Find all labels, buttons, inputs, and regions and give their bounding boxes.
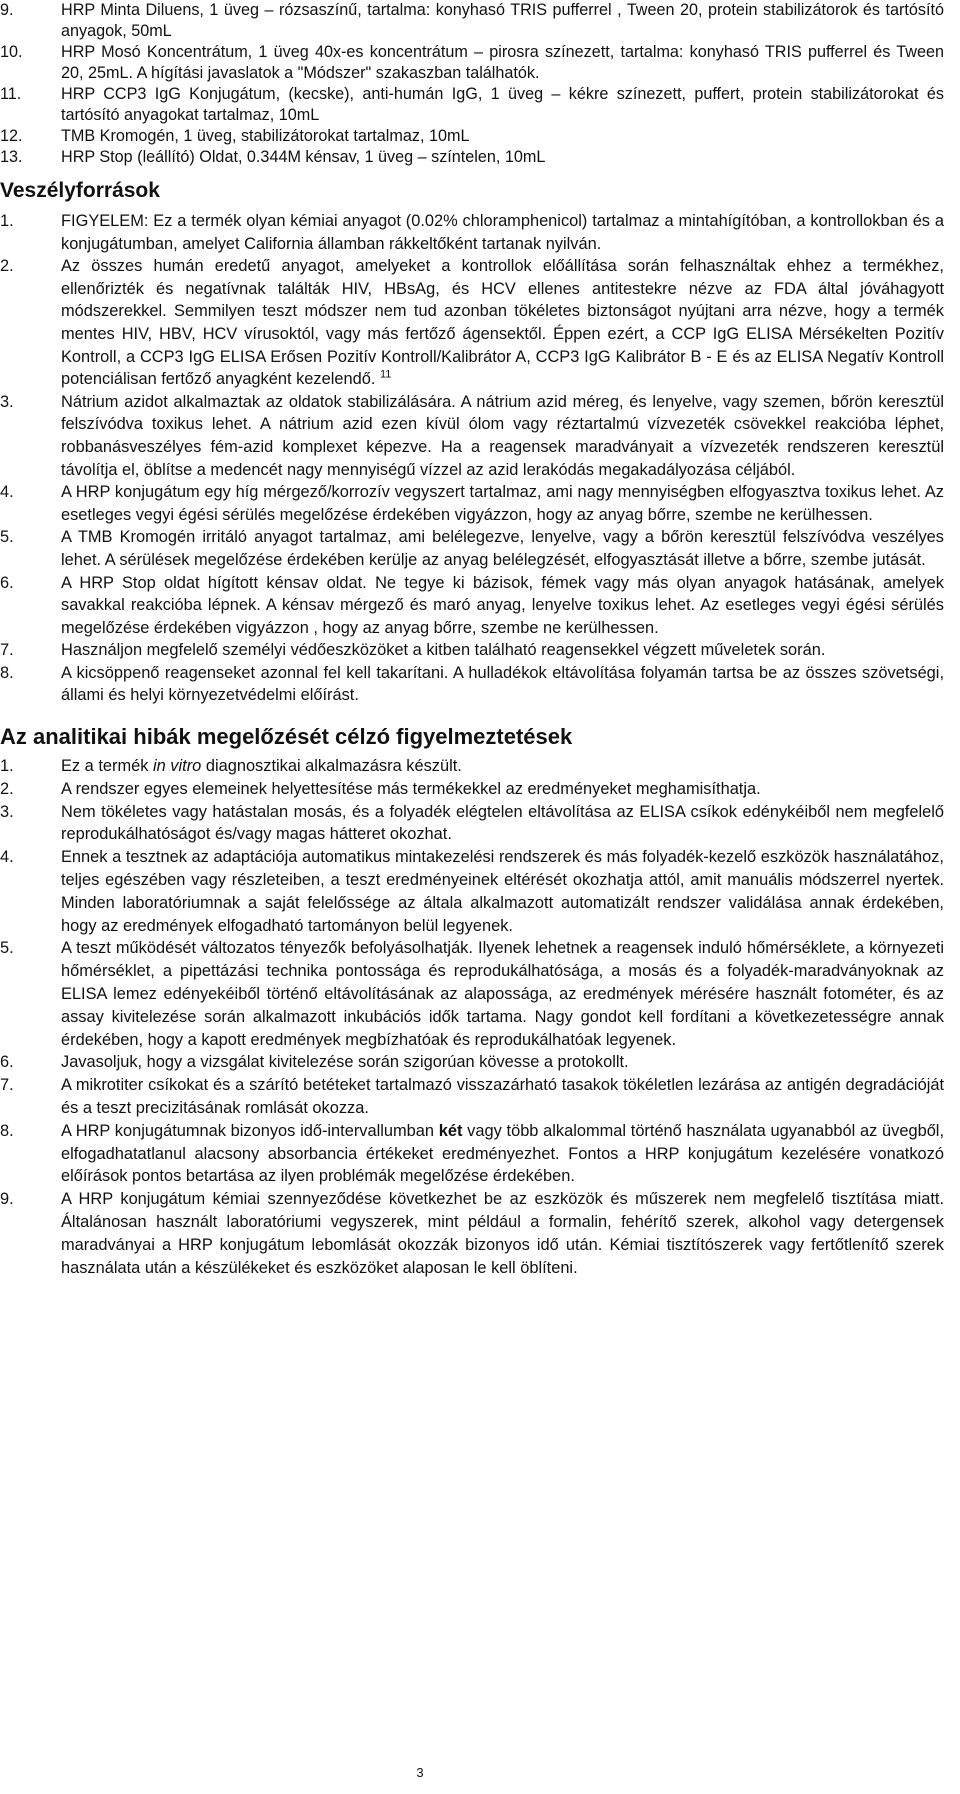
item-number: 1. xyxy=(0,212,14,230)
page-number: 3 xyxy=(416,1765,424,1780)
hazards-heading: Veszélyforrások xyxy=(0,179,160,202)
list-item xyxy=(0,1051,944,1074)
item-text: A teszt működését változatos tényezők befolyásolhatják. Ilyenek lehetnek a reagensek induló hőmérséklete, a környezeti hőmérséklet, a pipettázási technika pontossága és reprodukálhatósága, a mosás és a folyadék-maradványoknak az ELISA lemez edényekéiből történő eltávolításának az alapossága, az eredmények mérésére használt fotométer, és az assay kivitelezése során alkalmazott inkubációs idők tartama. Nagy gondot kell fordítani a következetességre annak érdekében, hogy a kapott eredmények megbízhatóak és reprodukálhatóak legyenek. xyxy=(61,939,944,1049)
item-text: A kicsöppenő reagenseket azonnal fel kell takarítani. A hulladékok eltávolítása folyamán tartsa be az összes szövetségi, állami és helyi környezetvédelmi előírást. xyxy=(61,663,944,705)
item-text: Használjon megfelelő személyi védőeszközöket a kitben található reagensekkel végzett műveletek során. xyxy=(61,641,826,660)
item-text: A mikrotiter csíkokat és a szárító betéteket tartalmazó visszazárható tasakok tökéletlen lezárása az antigén degradációját és a teszt precizitásának romlását okozza. xyxy=(61,1076,944,1118)
list-item xyxy=(0,662,944,707)
list-item xyxy=(0,526,944,571)
item-number: 1. xyxy=(0,757,14,776)
item-text: TMB Kromogén, 1 üveg, stabilizátorokat tartalmaz, 10mL xyxy=(61,127,470,145)
item-number: 4. xyxy=(0,848,14,867)
reference-superscript: 11 xyxy=(379,368,392,381)
kit-components-list xyxy=(0,0,944,168)
item-text: Nátrium azidot alkalmaztak az oldatok stabilizálására. A nátrium azid méreg, és lenyelve, vagy szemen, bőrön keresztül felszívódva toxikus lehet. A nátrium azid ezen kívül ólom vagy réztartalmú vízvezeték csövekkel reakcióba léphet, robbanásveszélyes fém-azid komplexet képezve. Ha a reagensek maradványait a vízvezeték rendszeren keresztül távolítja el, öblítse a medencét nagy mennyiségű vízzel az azid lerakódás megakadályozása céljából. xyxy=(61,392,944,479)
item-number: 2. xyxy=(0,257,14,276)
list-item xyxy=(0,255,944,391)
item-text: HRP Mosó Koncentrátum, 1 üveg 40x-es koncentrátum – pirosra színezett, tartalma: konyhasó TRIS pufferrel és Tween 20, 25mL. A hígítási javaslatok a "Módszer" szakaszban találhatók. xyxy=(61,43,944,82)
item-text: HRP Minta Diluens, 1 üveg – rózsaszínű, tartalma: konyhasó TRIS pufferrel , Tween 20, protein stabilizátorok és tartósító anyagok, 50mL xyxy=(61,1,944,40)
hazards-list xyxy=(0,210,944,707)
item-number: 7. xyxy=(0,641,14,660)
list-item xyxy=(0,801,944,847)
list-item xyxy=(0,639,944,662)
item-number: 7. xyxy=(0,1076,14,1095)
list-item xyxy=(0,42,944,84)
list-item xyxy=(0,1120,944,1188)
list-item xyxy=(0,846,944,937)
list-item xyxy=(0,572,944,640)
list-item xyxy=(0,210,944,255)
item-text-pre: A HRP konjugátumnak bizonyos idő-intervallumban xyxy=(61,1121,439,1140)
item-text: Az összes humán eredetű anyagot, amelyeket a kontrollok előállítása során felhasználtak ehhez a termékhez, ellenőrizték és negatívnak találták HIV, HBsAg, és HCV ellenes antitestekre nézve az FDA által jóváhagyott módszerekkel. Semmilyen teszt módszer nem tud azonban tökéletes biztonságot nyújtani arra nézve, hogy a termék mentes HIV, HBV, HCV vírusoktól, vagy más fertőző ágensektől. Éppen ezért, a CCP IgG ELISA Mérsékelten Pozitív Kontroll, a CCP3 IgG ELISA Erősen Pozitív Kontroll/Kalibrátor A, CCP3 IgG Kalibrátor B - E és az ELISA Negatív Kontroll potenciálisan fertőző anyagként kezelendő. xyxy=(61,257,944,389)
item-text-post: diagnosztikai alkalmazásra készült. xyxy=(201,757,462,776)
item-text: HRP CCP3 IgG Konjugátum, (kecske), anti-humán IgG, 1 üveg – kékre színezett, puffert, protein stabilizátorokat és tartósító anyagokat tartalmaz, 10mL xyxy=(61,85,944,124)
list-item xyxy=(0,126,944,147)
item-text-italic: in vitro xyxy=(153,757,202,776)
item-text: FIGYELEM: Ez a termék olyan kémiai anyagot (0.02% chloramphenicol) tartalmaz a mintahígítóban, a kontrollokban és a konjugátumban, amelyet California államban rákkeltőként tartanak nyilván. xyxy=(61,212,944,253)
list-item xyxy=(0,1074,944,1120)
item-number: 5. xyxy=(0,528,14,547)
item-number: 6. xyxy=(0,573,14,592)
item-number: 9. xyxy=(0,1,14,19)
list-item xyxy=(0,147,944,168)
item-number: 8. xyxy=(0,663,14,682)
item-number: 4. xyxy=(0,483,14,502)
list-item xyxy=(0,84,944,126)
item-text-post: vagy több alkalommal történő használata ugyanabból az üvegből, elfogadhatatlanul alacsony absorbancia értékeket eredményezhet. Fontos a HRP konjugátum kezelésére vonatkozó előírások pontos betartása az ilyen problémák megelőzése érdekében. xyxy=(61,1121,945,1186)
list-item xyxy=(0,0,944,42)
item-number: 9. xyxy=(0,1190,14,1209)
list-item xyxy=(0,755,944,778)
warnings-heading: Az analitikai hibák megelőzését célzó figyelmeztetések xyxy=(0,724,573,750)
item-number: 10. xyxy=(0,43,23,61)
item-text: Ennek a tesztnek az adaptációja automatikus mintakezelési rendszerek és más folyadék-kezelő eszközök használatához, teljes egészében vagy részleteiben, a teszt eredményeinek eltérését okozhatja attól, amit manuális módszerrel nyertek. Minden laboratóriumnak a saját felelőssége az általa alkalmazott automatizált rendszer validálása annak érdekében, hogy az eredmények elfogadható tartományon belül legyenek. xyxy=(61,848,944,935)
item-number: 12. xyxy=(0,127,23,145)
item-text-bold: két xyxy=(438,1121,463,1140)
item-number: 3. xyxy=(0,802,14,821)
item-text: A TMB Kromogén irritáló anyagot tartalmaz, ami belélegezve, lenyelve, vagy a bőrön keresztül felszívódva veszélyes lehet. A sérülések megelőzése érdekében kerülje az anyag belélegzését, elfogyasztását illetve a bőrre, szembe jutását. xyxy=(61,528,944,569)
warnings-list xyxy=(0,755,944,1279)
item-text: Nem tökéletes vagy hatástalan mosás, és a folyadék elégtelen eltávolítása az ELISA csíkok edénykéiből nem megfelelő reprodukálhatóságot és/vagy magas hátteret okozhat. xyxy=(61,802,944,844)
item-text: A HRP Stop oldat hígított kénsav oldat. Ne tegye ki bázisok, fémek vagy más olyan anyagok hatásának, amelyek savakkal reakcióba lépnek. A kénsav mérgező és maró anyag, lenyelve toxikus lehet. Az esetleges vegyi égési sérülés megelőzése érdekében vigyázzon , hogy az anyag bőrre, szembe ne kerülhessen. xyxy=(61,573,944,637)
list-item xyxy=(0,1188,944,1279)
item-number: 5. xyxy=(0,939,14,958)
item-number: 2. xyxy=(0,779,14,798)
item-number: 6. xyxy=(0,1053,14,1072)
item-text: HRP Stop (leállító) Oldat, 0.344M kénsav, 1 üveg – színtelen, 10mL xyxy=(61,148,546,166)
item-text: A HRP konjugátum kémiai szennyeződése következhet be az eszközök és műszerek nem megfelelő tisztítása miatt. Általánosan használt laboratóriumi vegyszerek, mint például a formalin, fehérítő szerek, alkohol vagy detergensek maradványai a HRP konjugátum lebomlását okozzák bizonyos idő után. Kémiai tisztítószerek vagy fertőtlenítő szerek használata után a készülékeket és eszközöket alaposan le kell öblíteni. xyxy=(61,1190,944,1277)
item-text: A rendszer egyes elemeinek helyettesítése más termékekkel az eredményeket meghamisíthatja. xyxy=(61,779,761,798)
item-number: 3. xyxy=(0,392,14,411)
item-number: 8. xyxy=(0,1121,14,1140)
item-text: Javasoljuk, hogy a vizsgálat kivitelezése során szigorúan kövesse a protokollt. xyxy=(61,1053,629,1072)
list-item xyxy=(0,391,944,481)
item-text: A HRP konjugátum egy híg mérgező/korrozív vegyszert tartalmaz, ami nagy mennyiségben elfogyasztva toxikus lehet. Az esetleges vegyi égési sérülés megelőzése érdekében vigyázzon, hogy az anyag bőrre, szembe ne kerülhessen. xyxy=(61,483,944,524)
list-item xyxy=(0,937,944,1051)
list-item xyxy=(0,481,944,526)
item-number: 11. xyxy=(0,85,22,103)
list-item xyxy=(0,778,944,801)
item-text-pre: Ez a termék xyxy=(61,757,153,776)
item-number: 13. xyxy=(0,148,23,166)
